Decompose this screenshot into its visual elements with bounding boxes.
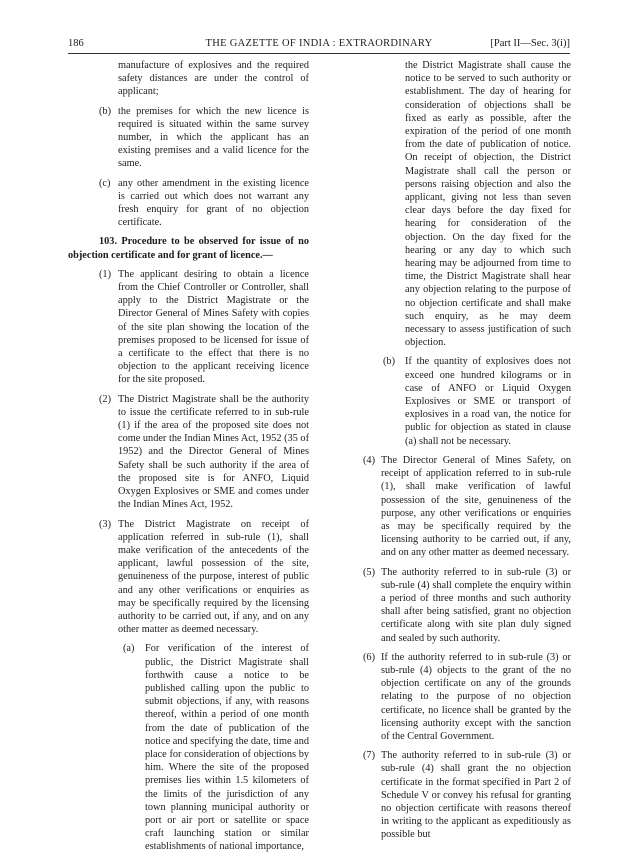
page-number: 186 bbox=[68, 38, 84, 49]
sub-rule-6 bbox=[343, 651, 571, 743]
sub-rule-text: The District Magistrate shall be the authority to issue the certificate referred to in sub-rule (1) if the area of the proposed site does not come under the Indian Mines Act, 1952 (35 of 1952) and the Director General of Mines Safety shall be such authority if the area of the proposed site is for ANFO, Liquid Oxygen Explosives or SME and comes under the Indian Mines Act, 1952. bbox=[118, 393, 309, 511]
sub-rule-label: (3) bbox=[99, 518, 112, 530]
right-column bbox=[343, 59, 571, 848]
sub-rule-label: (7) bbox=[363, 750, 376, 762]
header-rule bbox=[68, 53, 570, 54]
clause-label: (a) bbox=[123, 643, 135, 655]
sub-rule-3 bbox=[68, 518, 309, 637]
sub-rule-label: (1) bbox=[99, 268, 112, 280]
sub-rule-7 bbox=[343, 749, 571, 841]
sub-rule-text: The District Magistrate on receipt of application referred in sub-rule (1), shall make verification of the antecedents of the applicant, lawful possession of the site, genuineness of the purpose, interest of public and any other verifications or enquiries as may be specifically required by the licensing authority to be carried out, if any, and on any other matter as deemed necessary. bbox=[118, 518, 309, 636]
left-column bbox=[68, 59, 309, 860]
sub-rule-text: The Director General of Mines Safety, on receipt of application referred to in sub-rule (1), shall make verification of lawful possession of the site, genuineness of the purpose, any other verifications or enquiries as may be specifically required by the licensing authority to be carried out, if any, and on any other matter as deemed necessary. bbox=[381, 454, 571, 559]
sub-rule-text: The authority referred to in sub-rule (3) or sub-rule (4) shall complete the enquiry within a period of three months and such authority shall after being satisfied, grant no objection certificate along with site plan duly signed and sealed by such authority. bbox=[381, 566, 571, 644]
sub-rule-4 bbox=[343, 454, 571, 560]
rule-103-heading: 103. Procedure to be observed for issue of no objection certificate and for grant of licence.— bbox=[68, 236, 309, 261]
part-section: [Part II—Sec. 3(i)] bbox=[490, 38, 570, 49]
sub-rule-label: (5) bbox=[363, 566, 376, 578]
clause-label: (c) bbox=[99, 177, 111, 189]
sub-rule-label: (6) bbox=[363, 651, 376, 663]
clause-text: For verification of the interest of public, the District Magistrate shall forthwith cause a notice to be published calling upon the public to submit objections, if any, with reasons thereof, within a period of one month from the date of publication of the notice and specifying the date, time and place for consideration of objections by him. Where the site of the proposed premises lies within 1.5 kilometers of the limits of the jurisdiction of any town planning municipal authority or port or air port or satellite or space craft launching station or similar establishments of national importance, bbox=[145, 643, 309, 853]
sub-rule-text: The applicant desiring to obtain a licence from the Chief Controller or Controller, shall apply to the District Magistrate or the Director General of Mines Safety with copies of the site plan showing the location of the premises proposed to be licensed for issue of a certificate to the effect that there is no objection to the applicant receiving licence for the site proposed. bbox=[118, 268, 309, 386]
page-header bbox=[68, 38, 570, 54]
sub-rule-text: The authority referred to in sub-rule (3) or sub-rule (4) shall grant the no objection certificate in the format specified in Part 2 of Schedule V or convey his refusal for granting no objection certificate with reasons thereof in writing to the applicant as expeditiously as possible but bbox=[381, 750, 571, 841]
continued-clause-a: manufacture of explosives and the required safety distances are under the control of applicant; bbox=[118, 60, 309, 98]
sub-rule-1 bbox=[68, 268, 309, 387]
sub-rule-text: If the authority referred to in sub-rule (3) or sub-rule (4) objects to the grant of the no objection certificate on any of the grounds relating to the purpose of no objection certificate, no licence shall be granted by the licensing authority except with the sanction of the Central Government. bbox=[381, 651, 571, 742]
sub-rule-label: (2) bbox=[99, 393, 112, 405]
clause-text: the premises for which the new licence is required is situated within the same survey number, in which the applicant has an existing premises and a valid licence for the same. bbox=[118, 105, 309, 170]
continued-clause-a: the District Magistrate shall cause the notice to be served to such authority or establishment. The day of hearing for consideration of objections shall be fixed as early as possible, after the expiration of the period of one month from the date of publication of notice. On receipt of objection, the District Magistrate shall call the person or persons raising objection and also the applicant, giving not less than seven clear days before the day fixed for hearing for consideration of the objection. On the day fixed for the hearing or any day to which such hearing may be adjourned from time to time, the District Magistrate shall hear any objection relating to the purpose of no objection certificate and shall make such enquiry, as he may deem necessary to assess justification of such objection. bbox=[405, 60, 571, 349]
sub-rule-label: (4) bbox=[363, 454, 376, 466]
clause-label: (b) bbox=[383, 356, 396, 368]
clause-b bbox=[68, 105, 309, 171]
sub-rule-3-clause-b bbox=[343, 355, 571, 447]
sub-rule-3-clause-a bbox=[68, 642, 309, 853]
clause-text: any other amendment in the existing licence is carried out which does not warrant any fresh enquiry for grant of no objection certificate. bbox=[118, 177, 309, 229]
sub-rule-2 bbox=[68, 393, 309, 512]
clause-label: (b) bbox=[99, 105, 112, 117]
clause-c bbox=[68, 177, 309, 230]
sub-rule-5 bbox=[343, 566, 571, 645]
clause-text: If the quantity of explosives does not exceed one hundred kilograms or in case of ANFO or Liquid Oxygen Explosives or SME or transport of explosives in a road van, the notice for public for objection as stated in clause (a) shall not be necessary. bbox=[405, 356, 571, 447]
gazette-title: THE GAZETTE OF INDIA : EXTRAORDINARY bbox=[205, 38, 433, 49]
